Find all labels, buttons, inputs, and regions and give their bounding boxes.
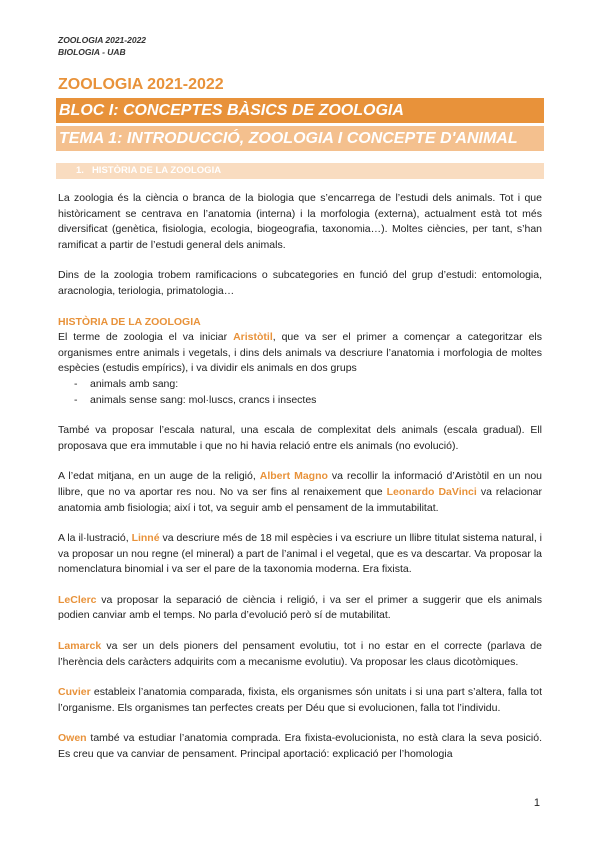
linne-paragraph: A la il·lustració, Linné va descriure més de 18 mil espècies i va escriure un llibre titulat sistema natural, i va proposar un nou regne (el mineral) a part de l’animal i el vegetal, que es va descartar. Va proposar la nomenclatura binomial i va ser el pare de la taxonomia moderna. Era fixista. bbox=[58, 532, 542, 576]
document-body bbox=[58, 191, 542, 778]
list-item: - animals sense sang: mol·luscs, crancs i insectes bbox=[74, 393, 317, 406]
owen-paragraph: Owen també va estudiar l’anatomia comprada. Era fixista-evolucionista, no està clara la seva posició. Es creu que va canviar de pensament. Principal aportació: explicació per l’homologia bbox=[58, 732, 542, 761]
header-course: ZOOLOGIA 2021-2022 bbox=[58, 35, 147, 45]
lamarck-paragraph: Lamarck va ser un dels pioners del pensament evolutiu, tot i no estar en el correcte (parlava de l’herència dels caràcters adquirits com a mecanisme evolutiu). Va proposar les claus dicotòmiques. bbox=[58, 640, 542, 668]
animal-groups-list bbox=[58, 377, 542, 408]
aristotil-paragraph: El terme de zoologia el va iniciar Aristòtil, que va ser el primer a començar a categoritzar els organismes entre animals i vegetals, i dins dels animals va descriure l’anatomia i morfologia de moltes espècies (estudis empírics), i va dividir els animals en dos grups bbox=[58, 331, 542, 375]
name-lamarck: Lamarck bbox=[58, 640, 102, 653]
name-cuvier: Cuvier bbox=[58, 686, 91, 699]
section-heading bbox=[56, 163, 544, 179]
name-linne: Linné bbox=[131, 532, 160, 545]
document-header bbox=[58, 34, 146, 58]
name-albert-magno: Albert Magno bbox=[259, 470, 328, 483]
section-title: HISTÒRIA DE LA ZOOLOGIA bbox=[91, 165, 222, 176]
list-item: - animals amb sang: bbox=[74, 377, 179, 390]
leclerc-paragraph: LeClerc va proposar la separació de ciència i religió, i va ser el primer a suggerir que els animals podien canviar amb el temps. No parla d’evolució però sí de mutabilitat. bbox=[58, 593, 542, 622]
intro-paragraph-1: La zoologia és la ciència o branca de la biologia que s’encarrega de l’estudi dels animals. Tot i que històricament se centrava en l’anatomia (interna) i la morfologia (externa), actualment està tot més diversificat (genètica, fisiologia, ecologia, biogeografia, taxonomia…). Moltes ciències, per tant, s’han ramificat a partir de l’estudi general dels animals. bbox=[58, 192, 542, 251]
name-owen: Owen bbox=[58, 732, 87, 745]
bloc-heading: BLOC I: CONCEPTES BÀSICS DE ZOOLOGIA bbox=[56, 98, 544, 123]
escala-paragraph: També va proposar l’escala natural, una escala de complexitat dels animals (escala gradual). Ell proposava que era immutable i que no hi havia relació entre els animals (no evolució). bbox=[58, 424, 542, 452]
intro-paragraph-2: Dins de la zoologia trobem ramificacions o subcategories en funció del grup d’estudi: entomologia, aracnologia, teriologia, primatologia… bbox=[58, 269, 542, 297]
page-number: 1 bbox=[533, 797, 540, 809]
history-heading: HISTÒRIA DE LA ZOOLOGIA bbox=[58, 315, 201, 328]
tema-heading: TEMA 1: INTRODUCCIÓ, ZOOLOGIA I CONCEPTE D'ANIMAL bbox=[56, 126, 544, 151]
name-aristotil: Aristòtil bbox=[233, 331, 273, 344]
cuvier-paragraph: Cuvier estableix l’anatomia comparada, fixista, els organismes són unitats i si una part s’altera, falla tot l’organisme. Els organismes tan perfectes creats per Déu que si evolucionen, falla tot l’individu. bbox=[58, 686, 542, 714]
name-leclerc: LeClerc bbox=[58, 593, 97, 606]
name-leonardo: Leonardo DaVinci bbox=[386, 485, 477, 498]
header-subject: BIOLOGIA - UAB bbox=[58, 47, 126, 57]
page-title: ZOOLOGIA 2021-2022 bbox=[58, 76, 224, 93]
section-number: 1. bbox=[76, 165, 84, 176]
albert-paragraph: A l’edat mitjana, en un auge de la religió, Albert Magno va recollir la informació d’Aristòtil en un nou llibre, que no va aportar res nou. No va ser fins al renaixement que Leonardo DaVinci va relacionar anatomia amb fisiologia; així i tot, va seguir amb el pensament de la immutabilitat. bbox=[58, 470, 543, 514]
